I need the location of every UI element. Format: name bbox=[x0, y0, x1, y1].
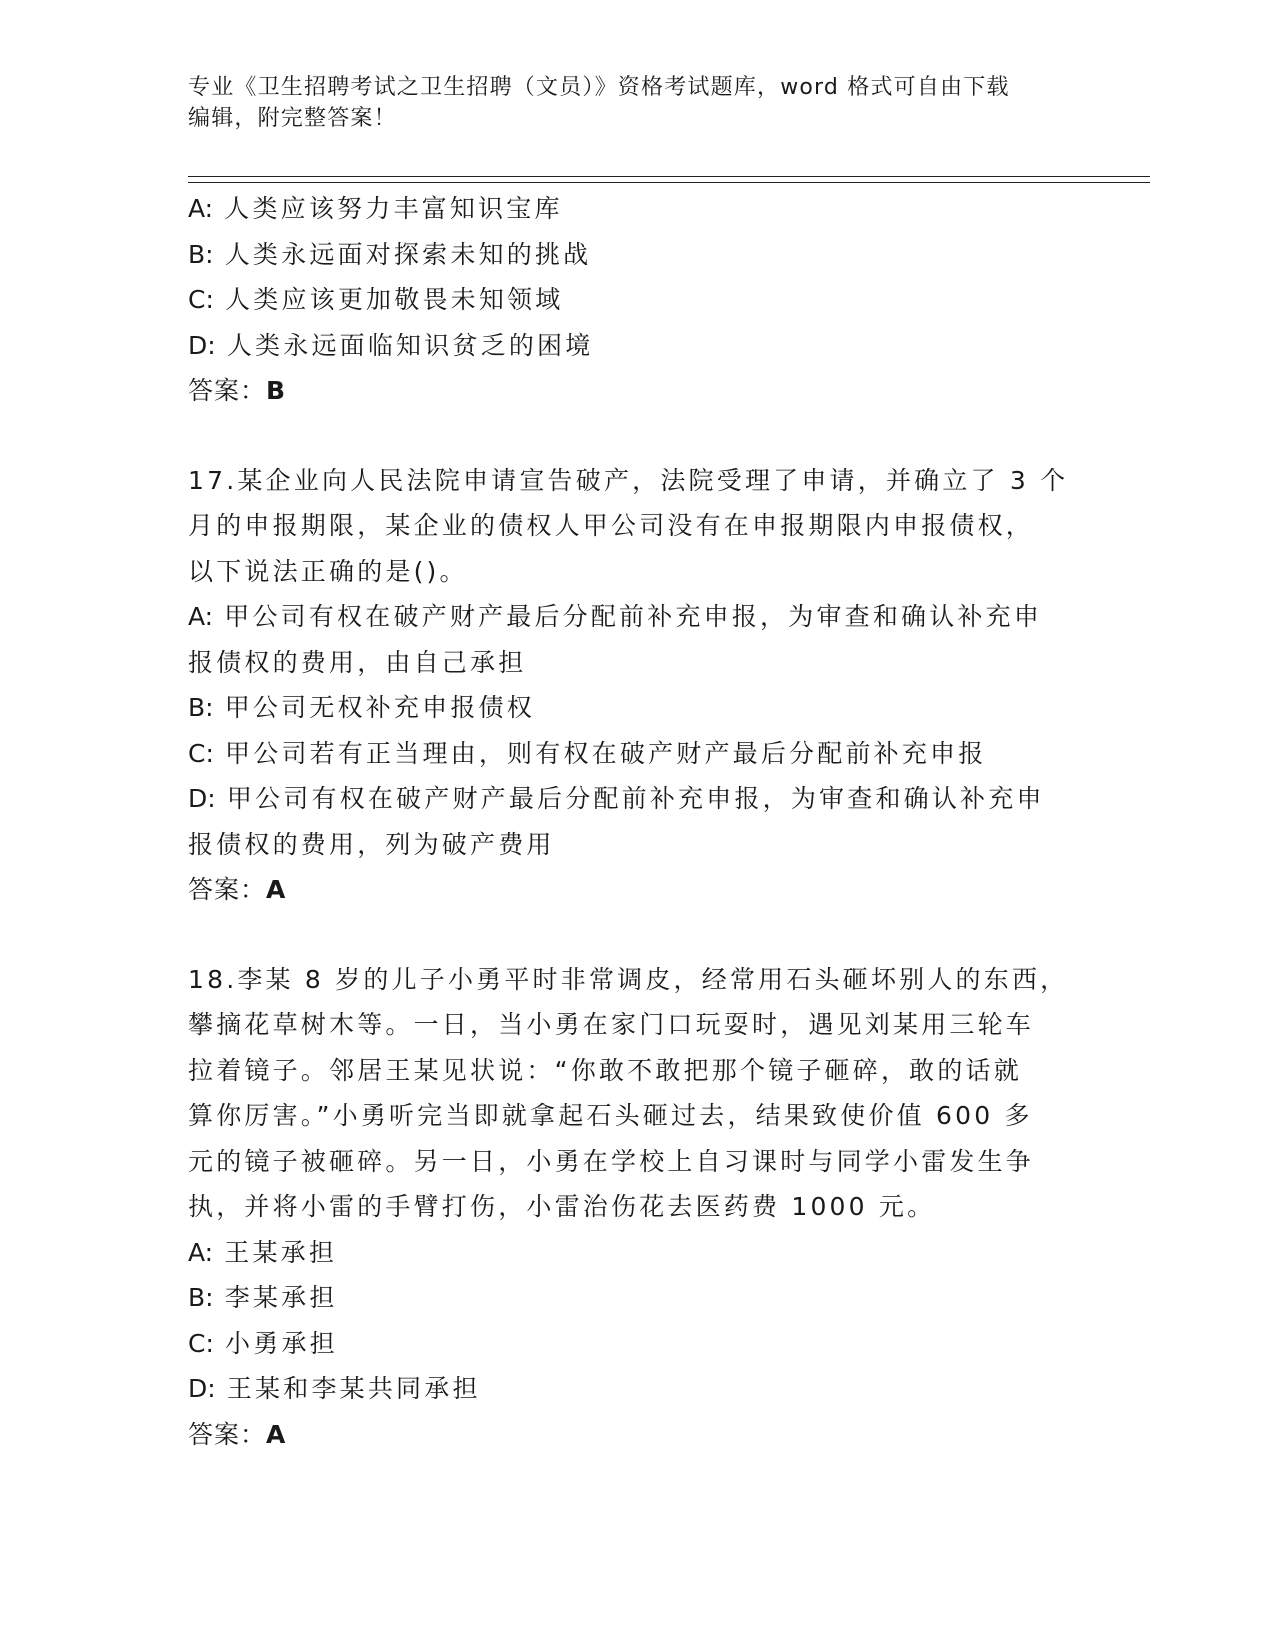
question-18 bbox=[188, 957, 1088, 1458]
question-17 bbox=[188, 458, 1088, 913]
option-a: A: 人类应该努力丰富知识宝库 bbox=[188, 194, 563, 223]
option-c: C: 甲公司若有正当理由，则有权在破产财产最后分配前补充申报 bbox=[188, 738, 987, 768]
option-c: C: 人类应该更加敬畏未知领域 bbox=[188, 285, 564, 314]
option-a-continuation: 报债权的费用，由自己承担 bbox=[188, 647, 527, 677]
option-d: D: 王某和李某共同承担 bbox=[188, 1374, 481, 1403]
option-d-continuation: 报债权的费用，列为破产费用 bbox=[188, 829, 555, 859]
question-16 bbox=[188, 186, 1088, 414]
question-stem-line: 拉着镜子。邻居王某见状说：“你敢不敢把那个镜子砸碎，敢的话就 bbox=[188, 1055, 1022, 1085]
option-b: B: 人类永远面对探索未知的挑战 bbox=[188, 239, 592, 269]
question-stem-line: 月的申报期限，某企业的债权人甲公司没有在申报期限内申报债权， bbox=[188, 511, 1035, 540]
question-stem-line: 攀摘花草树木等。一日，当小勇在家门口玩耍时，遇见刘某用三轮车 bbox=[188, 1010, 1035, 1039]
option-d: D: 甲公司有权在破产财产最后分配前补充申报，为审查和确认补充申 bbox=[188, 784, 1045, 813]
option-d: D: 人类永远面临知识贫乏的困境 bbox=[188, 330, 594, 360]
document-header bbox=[188, 72, 1068, 134]
question-stem-line: 17.某企业向人民法院申请宣告破产，法院受理了申请，并确立了 3 个 bbox=[188, 465, 1069, 495]
question-list bbox=[188, 186, 1088, 1457]
question-stem-line: 算你厉害。”小勇听完当即就拿起石头砸过去，结果致使价值 600 多 bbox=[188, 1101, 1033, 1130]
answer: 答案：A bbox=[188, 1419, 287, 1449]
question-stem-line: 执，并将小雷的手臂打伤，小雷治伤花去医药费 1000 元。 bbox=[188, 1192, 936, 1221]
header-line-2: 编辑，附完整答案！ bbox=[188, 106, 397, 131]
option-a: A: 王某承担 bbox=[188, 1237, 338, 1267]
option-b: B: 甲公司无权补充申报债权 bbox=[188, 693, 535, 722]
question-stem-line: 18.李某 8 岁的儿子小勇平时非常调皮，经常用石头砸坏别人的东西， bbox=[188, 964, 1069, 994]
answer: 答案：A bbox=[188, 875, 287, 904]
option-a: A: 甲公司有权在破产财产最后分配前补充申报，为审查和确认补充申 bbox=[188, 602, 1043, 631]
header-divider bbox=[188, 176, 1150, 183]
header-line-1: 专业《卫生招聘考试之卫生招聘（文员）》资格考试题库，word 格式可自由下载 bbox=[188, 75, 1010, 100]
question-stem-line: 以下说法正确的是()。 bbox=[188, 556, 468, 586]
question-stem-line: 元的镜子被砸碎。另一日，小勇在学校上自习课时与同学小雷发生争 bbox=[188, 1146, 1035, 1176]
option-b: B: 李某承担 bbox=[188, 1283, 338, 1312]
answer: 答案：B bbox=[188, 376, 287, 405]
option-c: C: 小勇承担 bbox=[188, 1328, 338, 1358]
